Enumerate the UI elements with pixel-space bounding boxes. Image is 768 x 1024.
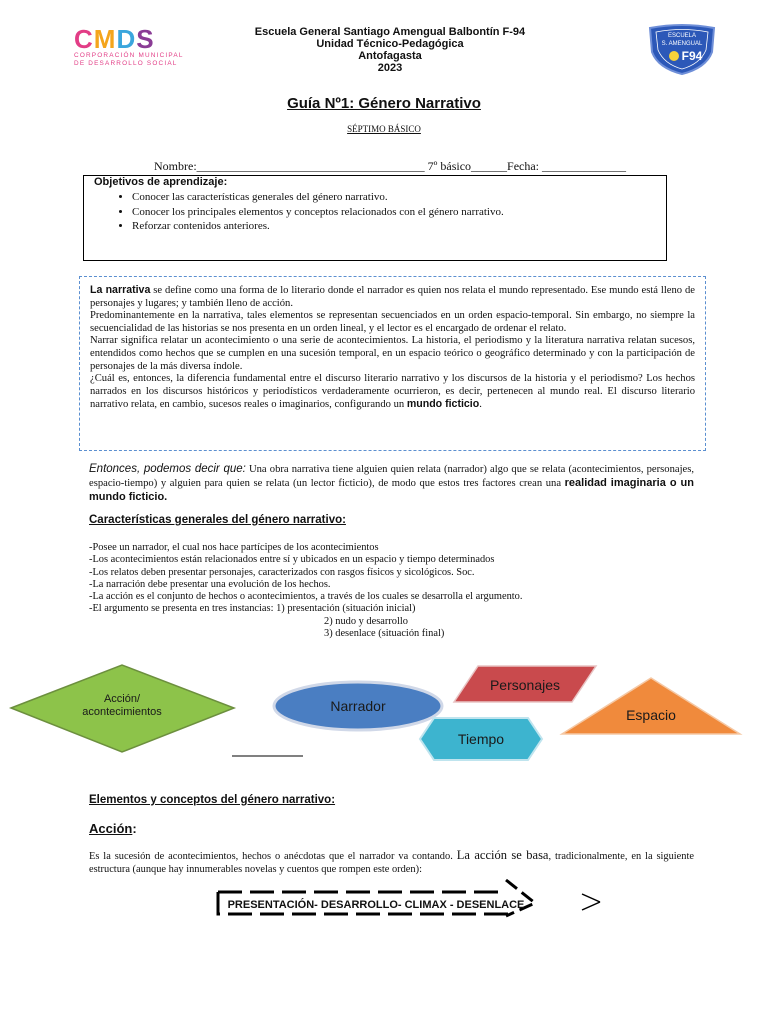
objective-item: • Reforzar contenidos anteriores. [132, 219, 666, 234]
narrative-p4-end: . [479, 399, 482, 411]
caracteristica-item: -El argumento se presenta en tres instancias: 1) presentación (situación inicial) [89, 603, 416, 615]
school-unit: Unidad Técnico-Pedagógica [316, 38, 464, 50]
narrative-p1-text: se define como una forma de lo literario donde el narrador es quien nos relata el mundo representado. Ese mundo está lleno de personajes y lugares; y también lleno de acción. [90, 285, 696, 309]
entonces-lead: Entonces, podemos decir que: [89, 463, 246, 475]
cmds-logo [74, 26, 194, 76]
school-city: Antofagasta [358, 50, 422, 62]
accion-text-1: Es la sucesión de acontecimientos, hechos o anécdotas que el narrador va contando. [89, 851, 457, 862]
entonces-bold: realidad imaginaria o un mundo ficticio. [89, 476, 694, 503]
narrative-lead: La narrativa [90, 284, 151, 296]
logo-letter-d: D [116, 24, 137, 54]
personajes-label: Personajes [489, 677, 561, 693]
narrative-paragraph-1 [90, 284, 695, 310]
logo-subtitle-2: DE DESARROLLO SOCIAL [74, 60, 178, 67]
caracteristica-item: -Los acontecimientos están relacionados entre sí y ubicados en un espacio y tiempo determinados [89, 554, 495, 566]
school-name: Escuela General Santiago Amengual Balbontín F-94 [254, 26, 526, 38]
accion-label-1: Acción/ [103, 693, 141, 705]
espacio-triangle [562, 678, 740, 734]
caracteristica-item: -Los relatos deben presentar personajes, caracterizados con rasgos físicos y sicológicos. Soc. [89, 566, 475, 578]
objective-item: • Conocer los principales elementos y conceptos relacionados con el género narrativo. [132, 205, 666, 220]
objectives-list [84, 190, 666, 234]
accion-heading [89, 821, 137, 836]
tiempo-label: Tiempo [457, 731, 505, 747]
badge-top-text: ESCUELA [667, 33, 697, 39]
mundo-ficticio-bold: mundo ficticio [406, 398, 480, 411]
narrative-paragraph-2: Predominantemente en la narrativa, tales elementos se representan secuenciados en un orden espacio-temporal. Sin embargo, no siempre la secuencialidad de las historias se nos presenta en un orden lineal, y el lector es el encargado de ordenar el relato. [90, 310, 695, 334]
caracteristica-item: -La narración debe presentar una evolución de los hechos. [89, 578, 331, 590]
accion-heading-colon: : [132, 821, 137, 836]
logo-subtitle-1: CORPORACIÓN MUNICIPAL [74, 52, 184, 59]
badge-mid-text: S. AMENGUAL [661, 41, 703, 47]
narrative-paragraph-4 [90, 373, 695, 412]
grade-level: SÉPTIMO BÁSICO [347, 124, 421, 134]
school-header [180, 26, 600, 74]
objectives-heading: Objetivos de aprendizaje: [94, 176, 228, 188]
objective-item: • Conocer las características generales del género narrativo. [132, 190, 666, 205]
logo-letter-s: S [136, 24, 155, 54]
caracteristicas-heading: Características generales del género narrativo: [89, 514, 346, 526]
name-field-line[interactable]: Nombre:______________________________________ 7º básico______Fecha: ______________ [154, 159, 627, 173]
elementos-heading: Elementos y conceptos del género narrativo: [89, 794, 336, 806]
accion-text-large: La acción se basa [456, 848, 549, 862]
accion-paragraph [89, 849, 694, 877]
school-year: 2023 [377, 62, 403, 74]
narrative-paragraph-3: Narrar significa relatar un acontecimiento o una serie de acontecimientos. La historia, el periodismo y la literatura narrativa relatan sucesos, entendidos como hechos que se cumplen en una sucesión temporal, en un espacio teórico o geográfico determinado y con la participación de personajes de la más diversa índole. [90, 335, 695, 372]
logo-letters [74, 26, 194, 52]
accion-label-2: acontecimientos [82, 706, 162, 718]
logo-letter-c: C [74, 24, 94, 54]
school-badge-icon [646, 22, 718, 76]
page-title: Guía Nº1: Género Narrativo [287, 95, 481, 112]
caracteristica-subitem: 3) desenlace (situación final) [324, 628, 445, 640]
caracteristica-subitem: 2) nudo y desarrollo [324, 615, 408, 627]
narrative-p4-text: ¿Cuál es, entonces, la diferencia fundamental entre el discurso literario narrativo y los discursos de la historia y el periodismo? Los hechos narrados en los discursos históricos y periodísticos verdaderamente ocurrieron, es decir, pertenecen al mundo real. El discurso literario narrativo relata, en cambio, sucesos reales o imaginarios, configurando un [90, 373, 695, 411]
espacio-label: Espacio [626, 707, 676, 723]
caracteristica-item: -Posee un narrador, el cual nos hace partícipes de los acontecimientos [89, 542, 379, 553]
caracteristicas-list [89, 542, 689, 640]
entonces-text: Una obra narrativa tiene alguien quien relata (narrador) algo que se relata (acontecimientos, personajes, espacio-tiempo) y alguien para quien se relata (un lector ficticio), de modo que estos tres factores crean una [89, 464, 694, 489]
caracteristica-item: -La acción es el conjunto de hechos o acontecimientos, a través de los cuales se desarrolla el argumento. [89, 591, 523, 603]
narrative-elements-diagram [0, 660, 768, 770]
accion-heading-text: Acción [89, 821, 133, 836]
entonces-paragraph [89, 463, 694, 504]
objectives-box [83, 175, 667, 261]
structure-label: PRESENTACIÓN- DESARROLLO- CLIMAX - DESENLACE [227, 899, 525, 911]
structure-arrow [210, 876, 610, 920]
accion-text-2: , tradicionalmente, en la siguiente estructura (aunque hay innumerables novelas y cuentos que rompen este orden): [89, 851, 694, 875]
badge-code-text: F94 [681, 49, 703, 63]
narrative-definition-box [79, 276, 706, 451]
logo-letter-m: M [93, 24, 117, 54]
narrador-label: Narrador [330, 698, 386, 714]
